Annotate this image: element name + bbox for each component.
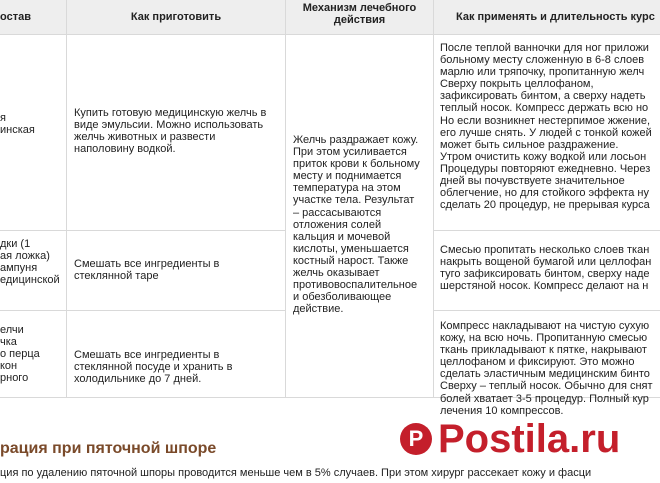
text-line: кожу, на всю ночь. Пропитанную смесью xyxy=(440,332,648,345)
text-line: облегчение, но для стойкого эффекта ну xyxy=(440,187,649,200)
text-line: Купить готовую медицинскую желчь в xyxy=(74,107,267,119)
header-mechanism: Механизм лечебного действия xyxy=(286,0,433,34)
text-line: После теплой ванночки для ног приложи xyxy=(440,42,649,54)
text-line: кон xyxy=(0,360,18,373)
text-line: сделать 20 процедур, не прерывая курса xyxy=(440,199,650,212)
text-line: ткань прикладывают к пятке, накрывают xyxy=(440,344,647,357)
text-line: желчь животных и развести xyxy=(74,131,216,144)
text-line: желчь оказывает xyxy=(293,267,380,280)
text-line: костный нарост. Также xyxy=(293,254,409,267)
grid-line xyxy=(433,230,660,231)
text-line: марлю или тряпочку, пропитанную желч xyxy=(440,66,645,79)
text-line: едицинской xyxy=(0,274,60,287)
text-line: действие. xyxy=(293,303,344,316)
row1-usage xyxy=(440,42,660,211)
text-line: и обезболивающее xyxy=(293,291,392,304)
row3-composition xyxy=(0,324,66,384)
header-preparation: Как приготовить xyxy=(67,0,285,34)
text-line: холодильнике до 7 дней. xyxy=(74,373,202,386)
text-line: Процедуры повторяют ежедневно. Через xyxy=(440,162,651,175)
text-line: кальция и мочевой xyxy=(293,230,391,243)
text-line: Сверху покрыть целлофаном, xyxy=(440,78,594,91)
section-heading: рация при пяточной шпоре xyxy=(0,440,217,457)
text-line: о перца xyxy=(0,348,40,361)
watermark-logo xyxy=(400,392,660,483)
text-line: больному месту сложенную в 6-8 слоев xyxy=(440,54,645,67)
row2-preparation xyxy=(74,258,284,282)
text-line: При этом усиливается xyxy=(293,146,407,159)
text-line: месту и поднимается xyxy=(293,170,402,183)
text-line: я xyxy=(0,112,6,124)
text-line: болей хватает 3-5 процедур. Полный кур xyxy=(440,392,649,405)
text-line: накрыть вощеной бумагой или целлофан xyxy=(440,256,652,269)
text-line: отложения солей xyxy=(293,218,382,231)
text-line: Смешать все ингредиенты в xyxy=(74,349,220,361)
grid-line xyxy=(433,0,434,398)
header-usage: Как применять и длительность курс xyxy=(434,0,660,34)
grid-line xyxy=(285,0,286,398)
row1-preparation xyxy=(74,107,284,155)
text-line: лечения 10 компрессов. xyxy=(440,404,564,417)
text-line: противовоспалительное xyxy=(293,279,418,292)
row2-composition xyxy=(0,238,66,286)
text-line: Смесью пропитать несколько слоев ткан xyxy=(440,244,650,256)
text-line: рного xyxy=(0,372,29,385)
header-composition: остав xyxy=(0,0,66,34)
text-line: может быть сильное раздражение. xyxy=(440,138,619,151)
text-line: теплый носок. Компресс держать всю но xyxy=(440,102,649,115)
row1-composition xyxy=(0,112,66,136)
text-line: зафиксировать бинтом, а сверху надеть xyxy=(440,90,646,103)
text-line: – рассасываются xyxy=(293,206,382,219)
grid-line xyxy=(433,310,660,311)
text-line: кислоты, уменьшается xyxy=(293,242,409,255)
mechanism-cell xyxy=(293,134,431,315)
text-line: сделать эластичным медицинским бинто xyxy=(440,368,650,381)
text-line: ая ложка) xyxy=(0,250,50,263)
text-line: участке тела. Результат xyxy=(293,194,415,207)
text-line: Компресс накладывают на чистую сухую xyxy=(440,320,650,332)
text-line: наполовину водкой. xyxy=(74,143,176,156)
text-line: Смешать все ингредиенты в xyxy=(74,258,220,270)
text-line: температура на этом xyxy=(293,182,401,195)
text-line: чка xyxy=(0,336,17,349)
text-line: его лучше снять. У людей с тонкой кожей xyxy=(440,126,652,139)
text-line: шерстяной носок. Компресс делают на н xyxy=(440,280,649,293)
section-paragraph: ция по удалению пяточной шпоры проводится меньше чем в 5% случаев. При этом хирург рассекает кожу и фасци xyxy=(0,467,592,479)
text-line: дки (1 xyxy=(0,238,31,250)
text-line: целлофаном и фиксируют. Это можно xyxy=(440,356,635,369)
text-line: стеклянной таре xyxy=(74,270,159,283)
row3-preparation xyxy=(74,349,284,385)
text-line: стеклянной посуде и хранить в xyxy=(74,361,233,374)
text-line: Желчь раздражает кожу. xyxy=(293,134,419,146)
grid-line xyxy=(66,0,67,398)
text-line: приток крови к больному xyxy=(293,158,420,171)
text-line: ампуня xyxy=(0,262,38,275)
grid-line xyxy=(0,34,660,35)
watermark-text: Postila.ru xyxy=(438,416,621,461)
text-line: виде эмульсии. Можно использовать xyxy=(74,119,264,132)
text-line: инская xyxy=(0,124,35,137)
text-line: Но если возникнет нестерпимое жжение, xyxy=(440,114,651,127)
text-line: дней вы почувствуете значительное xyxy=(440,175,625,188)
postila-logo-icon: P xyxy=(400,423,432,455)
text-line: Утром очистить кожу водкой или лосьон xyxy=(440,150,647,163)
grid-line xyxy=(0,310,285,311)
text-line: Сверху – теплый носок. Обычно для снят xyxy=(440,380,653,393)
grid-line xyxy=(0,230,285,231)
text-line: туго зафиксировать бинтом, сверху наде xyxy=(440,268,650,281)
row2-usage xyxy=(440,244,660,292)
text-line: елчи xyxy=(0,324,24,336)
